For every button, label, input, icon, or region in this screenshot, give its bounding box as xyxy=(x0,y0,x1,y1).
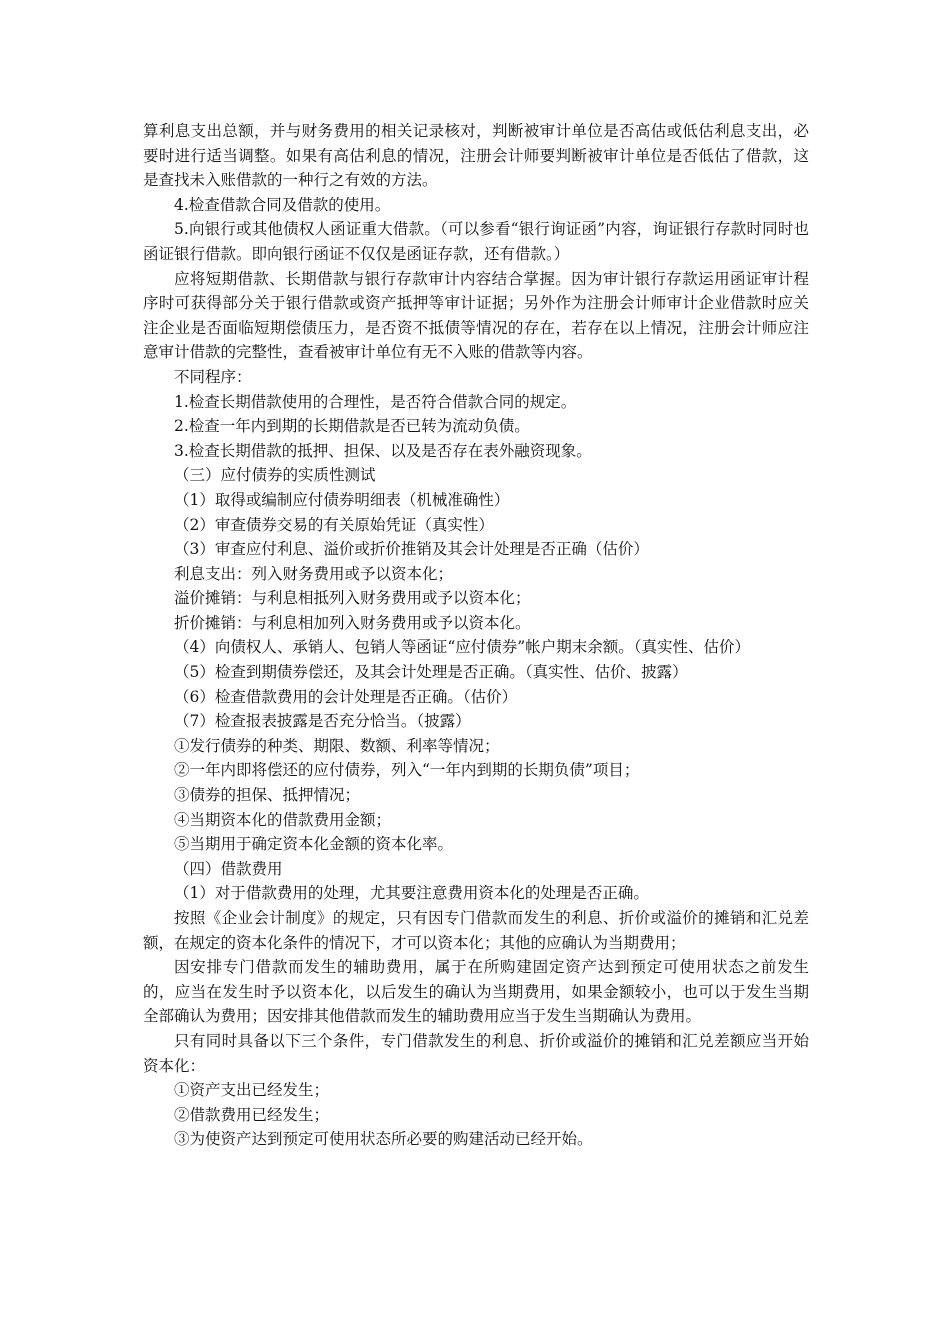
paragraph: ③债券的担保、抵押情况； xyxy=(174,786,361,805)
paragraph: ⑤当期用于确定资本化金额的资本化率。 xyxy=(174,835,454,854)
document-body xyxy=(143,119,809,1152)
paragraph: （3）审查应付利息、溢价或折价推销及其会计处理是否正确（估价） xyxy=(174,540,649,559)
paragraph: ③为使资产达到预定可使用状态所必要的购建活动已经开始。 xyxy=(174,1130,593,1149)
paragraph: ②借款费用已经发生； xyxy=(174,1105,330,1124)
paragraph: 3.检查长期借款的抵押、担保、以及是否存在表外融资现象。 xyxy=(174,441,592,460)
paragraph: 4.检查借款合同及借款的使用。 xyxy=(174,195,391,214)
paragraph: （1）对于借款费用的处理，尤其要注意费用资本化的处理是否正确。 xyxy=(174,884,649,903)
paragraph: 2.检查一年内到期的长期借款是否已转为流动负债。 xyxy=(174,417,530,436)
paragraph: ①资产支出已经发生； xyxy=(174,1081,330,1100)
paragraph: 因安排专门借款而发生的辅助费用，属于在所购建固定资产达到预定可使用状态之前发生的，应当在发生时予以资本化，以后发生的确认为当期费用，如果金额较小，也可以于发生当期全部确认为费用；因安排其他借款而发生的辅助费用应当于发生当期确认为费用。 xyxy=(143,958,809,1026)
paragraph: （1）取得或编制应付债券明细表（机械准确性） xyxy=(174,490,510,509)
paragraph: 只有同时具备以下三个条件，专门借款发生的利息、折价或溢价的摊销和汇兑差额应当开始资本化： xyxy=(143,1031,809,1075)
paragraph: 折价摊销：与利息相加列入财务费用或予以资本化。 xyxy=(174,613,531,632)
paragraph: 算利息支出总额，并与财务费用的相关记录核对，判断被审计单位是否高估或低估利息支出，必要时进行适当调整。如果有高估利息的情况，注册会计师要判断被审计单位是否低估了借款，这是查找未入账借款的一种行之有效的方法。 xyxy=(143,122,809,190)
paragraph: 1.检查长期借款使用的合理性，是否符合借款合同的规定。 xyxy=(174,392,577,411)
paragraph: 利息支出：列入财务费用或予以资本化； xyxy=(174,564,454,583)
paragraph: 按照《企业会计制度》的规定，只有因专门借款而发生的利息、折价或溢价的摊销和汇兑差额，在规定的资本化条件的情况下，才可以资本化；其他的应确认为当期费用； xyxy=(143,909,809,952)
paragraph: 溢价摊销：与利息相抵列入财务费用或予以资本化； xyxy=(174,589,531,608)
paragraph: （7）检查报表披露是否充分恰当。（披露） xyxy=(174,712,471,731)
paragraph: （2）审查债券交易的有关原始凭证（真实性） xyxy=(174,515,494,534)
paragraph: （4）向债权人、承销人、包销人等函证“应付债券”帐户期末余额。（真实性、估价） xyxy=(174,638,750,657)
paragraph: （三）应付债券的实质性测试 xyxy=(174,466,376,485)
paragraph: 5.向银行或其他债权人函证重大借款。（可以参看“银行询证函”内容，询证银行存款时同时也函证银行借款。即向银行函证不仅仅是函证存款，还有借款。） xyxy=(143,220,809,263)
paragraph: 应将短期借款、长期借款与银行存款审计内容结合掌握。因为审计银行存款运用函证审计程序时可获得部分关于银行借款或资产抵押等审计证据；另外作为注册会计师审计企业借款时应关注企业是否面临短期偿债压力，是否资不抵债等情况的存在，若存在以上情况，注册会计师应注意审计借款的完整性，查看被审计单位有无不入账的借款等内容。 xyxy=(143,269,809,362)
paragraph: ④当期资本化的借款费用金额； xyxy=(174,810,392,829)
paragraph: ②一年内即将偿还的应付债券，列入“一年内到期的长期负债”项目； xyxy=(174,761,640,780)
paragraph: （6）检查借款费用的会计处理是否正确。（估价） xyxy=(174,687,518,706)
paragraph: （四）借款费用 xyxy=(174,859,283,878)
paragraph: ①发行债券的种类、期限、数额、利率等情况； xyxy=(174,736,500,755)
paragraph: 不同程序： xyxy=(174,367,252,386)
paragraph: （5）检查到期债券偿还，及其会计处理是否正确。（真实性、估价、披露） xyxy=(174,663,688,682)
